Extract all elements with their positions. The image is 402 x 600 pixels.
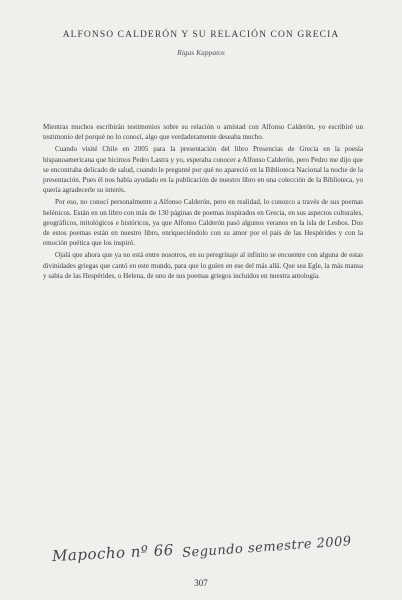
paragraph: Por eso, no conocí personalmente a Alfonso Calderón, pero en realidad, lo conozco a través de sus poemas helénicos. Están en un libro con más de 130 páginas de poemas inspirados en Grecia, en sus aspectos culturales, geográficos, mitológicos e históricos, ya que Alfonso Calderón pasó algunos veranos en la isla de Lesbos. Dos de estos poemas están en nuestro libro, enriqueciéndolo con su amor por el país de las Hespérides y con la emoción poética que los inspiró. [43, 198, 363, 248]
paragraph: Cuando visité Chile en 2005 para la presentación del libro Presencias de Grecia en la poesía hispanoamericana que hicimos Pedro Lastra y yo, esperaba conocer a Alfonso Calderón, pero Pedro me dijo que se encontraba delicado de salud, cuando le pregunté por qué no apareció en la Biblioteca Nacional la noche de la presentación. Pues él nos había ayudado en la publicación de nuestro libro en una colección de la Biblioteca, yo quería agradecerle su interés. [43, 145, 363, 195]
handwritten-annotation [51, 534, 362, 570]
handwritten-semester: Segundo semestre 2009 [181, 534, 353, 561]
page-number: 307 [194, 578, 208, 588]
paragraph: Mientras muchos escribirán testimonios sobre su relación o amistad con Alfonso Calderón, yo escribiré un testimonio del porqué no lo conocí, algo que verdaderamente deseaba mucho. [43, 123, 363, 142]
article-author: Rigas Kappatos [177, 48, 225, 57]
article-title: ALFONSO CALDERÓN Y SU RELACIÓN CON GRECIA [62, 30, 340, 40]
article-body [43, 122, 363, 283]
handwritten-journal-issue: Mapocho nº 66 [51, 540, 175, 566]
paragraph: Ojalá que ahora que ya no está entre nosotros, en su peregrinaje al infinito se encuentre con alguna de estas divinidades griegas que cantó en este mundo, para que lo guíen en ese del más allá. Que sea Egle, la más mansa y sabia de las Hespérides, o Helena, de uno de sus poemas griegos incluidos en nuestra antología. [43, 251, 363, 280]
